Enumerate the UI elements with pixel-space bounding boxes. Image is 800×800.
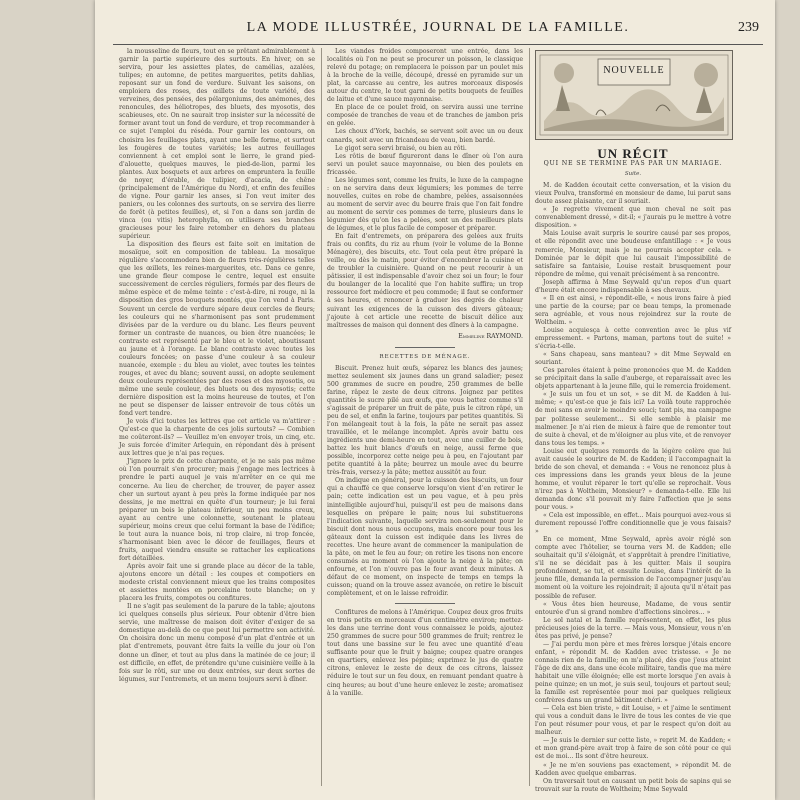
paragraph: « Cela est impossible, en effet... Mais pourquoi avez-vous si durement repoussé l'offre conditionnelle que je vous faisais? » (535, 512, 731, 536)
paragraph: Mais Louise avait surpris le sourire causé par ses propos, et elle répondit avec une boudeuse enfantillage : « Je vous remercie, Monsieur, mais je ne pourrais accepter cela. » Dominée par le dépit que lui causait l'impossibilité de satisfaire sa fantaisie, Louise restait brusquement pour répondre de même, qui venait précisément à sa rencontre. (535, 230, 731, 278)
paragraph: Il ne s'agit pas seulement de la parure de la table; ajoutons ici quelques conseils plus sérieux. Pour obtenir d'être bien servie, une maîtresse de maison doit éviter d'exiger de sa domestique au-delà de ce que peut lui permettre son activité. On choisira donc un menu composé d'un plat d'entrée et un plat d'entremets, pouvant être faits la veille du jour où l'on donne un dîner, et tout au plus dans la matinée de ce jour; il est difficile, en effet, de prétendre qu'une cuisinière veille à la fois sur le rôti, sur une ou deux entrées, sur deux sortes de légumes, sur l'entremets, et un menu toujours servi à dîner. (119, 603, 315, 683)
section-divider (395, 603, 455, 604)
paragraph: — Je suis le dernier sur cette liste, » reprit M. de Kadden; « et mon grand-père avait trop à faire de son côté pour ce qui est de moi... Ils sont d'être heureux. (535, 737, 731, 761)
column-2 (327, 48, 523, 786)
paragraph: Louise acquiesça à cette convention avec le plus vif empressement. « Partons, maman, partons tout de suite! » s'écria-t-elle. (535, 326, 731, 351)
banner-label: NOUVELLE (603, 65, 665, 76)
paragraph: la mousseline de fleurs, tout en se prêtant admirablement à garnir la partie supérieure des surtouts. En hiver, on se servira, pour les assiettes plates, de camélias, azalées, tulipes; en automne, de petites marguerites, petits dahlias, reposant sur un fond de verdure. Suivant les saisons, on emploiera des roses, des œillets de toute variété, des verveines, des pensées, des pélargoniums, des anémones, des renoncules, des héliotropes, des bluets, des myosotis, des scabieuses, etc. On ne saurait trop insister sur la nécessité de former avant tout un fond de verdure, et trop recommander à ce sujet l'emploi du réséda. Pour garnir les contours, on choisira les feuillages plats, ayant une belle forme, et surtout les fougères de toutes variétés; les autres feuillages conviennent à cet emploi sont le lierre, le grand pied-d'alouette, quelques mauves, le pied-de-lion, parmi les plantes. Aux bosquets et aux arbres on empruntera la feuille de noyer, d'érable, de tulipier, d'acacia, de chêne (principalement de l'Amérique du Nord), et enfin des feuilles de vigne. Pour garnir les anses, si l'on veut imiter des paniers, ou les colonnes des surtouts, on se servira des lierre de forêt (à petites feuilles), et, si l'on a dans son jardin de vinca (ou vitis) heterophylla, on utilisera ses branches gracieuses pour les faire retomber en dehors du plateau supérieur. (119, 48, 315, 241)
paragraph: — J'ai perdu mon père et mes frères lorsque j'étais encore enfant, » répondit M. de Kadden avec tristesse. « Je ne connais rien de la famille; on m'a placé, dès que j'eus atteint l'âge de dix ans, dans une école militaire, tandis que ma mère habitait une ville éloignée; elle est morte lorsque j'en avais à peine quinze; en un mot, je suis seul, toujours et partout seul; la famille est représentée pour moi par quelques religieux confrères dans un grand bâtiment chéri. » (535, 640, 731, 705)
story-suite-label: Suite. (624, 171, 642, 178)
section-divider (395, 347, 455, 348)
column-divider (529, 48, 530, 786)
paragraph: Joseph affirma à Mme Seywald qu'un repos d'un quart d'heure était encore indispensable à ses chevaux. (535, 278, 731, 294)
paragraph: — Cela est bien triste, » dit Louise, » et j'aime le sentiment qui vous a conduit dans le livre de tous les contes de vie que l'on peut résumer pour vous, et par le respect qu'on doit au malheur. (535, 705, 731, 737)
paragraph: En fait d'entremets, on préparera des gelées aux fruits frais ou confits, du riz au rhum (voir le volume de la Bonne Ménagère), des biscuits, etc. Tout cela peut être préparé la veille, ou dès le matin, pour éviter d'encombrer la cuisine et de troubler la cuisinière. Quand on ne peut recourir à un pâtissier, il est indispensable d'avoir chez soi un four; le four du boulanger de la localité que l'on habite suffira; un trop ressource fort médiocre et peu commode; il faut se conformer à ses heures, et renoncer à graduer les degrés de chaleur suivant les exigences de la cuisson des divers gâteaux; j'ajoute à cet article une recette de biscuit délice aux maîtresses de maison qui donnent des dîners à la campagne. (327, 233, 523, 329)
recipe-paragraph: Biscuit. Prenez huit œufs, séparez les blancs des jaunes; mettez seulement six jaunes dans un grand saladier; pesez 500 grammes de sucre en poudre, 250 grammes de belle farine, râpez le zeste de deux citrons. Joignez par petites quantités le sucre pilé aux œufs, que vous battez comme s'il s'agissait de préparer un fruit de pâte, puis le citron râpé, un peu de sel, et enfin la farine, toujours par petites quantités. Si l'on mélangeait tout à la fois, la pâte ne serait pas assez travaillée, et le mélange incomplet. Après avoir battu ces ingrédients une demi-heure en tout, avec une cuiller de bois, battez les huit blancs d'œufs en neige, aussi ferme que possible, incorporez cette neige peu à peu, en l'ajoutant par petite quantité à la pâte; beurrez un moule avec du beurre très-frais, versez-y la pâte; mettez aussitôt au four. (327, 364, 523, 477)
recipe-paragraph: Confitures de melons à l'Amérique. Coupez deux gros fruits en trois petits en morceaux d'un centimètre environ; mettez-les dans une terrine dont vous connaissez le poids, ajoutez 250 grammes de sucre pour 500 grammes de fruit; rentrez le tout dans une bassine sur le feu avec une quantité d'eau suffisante pour que le fruit y baigne; coupez quatre oranges en quartiers, enlevez les pépins; exprimez le jus de quatre citrons, enlevez le zeste de deux de ces citrons, laissez réduire le tout sur un feu doux, en remuant pendant quatre à cinq heures; au bout d'une heure enlevez le zeste; aromatisez à la vanille. (327, 609, 523, 697)
paragraph: Je vois d'ici toutes les lettres que cet article va m'attirer : Qu'est-ce que la charpente de ces jolis surtouts? — Combien me coûteront-ils? — Veuillez m'en envoyer trois, un cinq, etc. Je suis forcée d'imiter Arlequin, en répondant dès à présent aux lettres que je n'ai pas reçues. (119, 418, 315, 458)
paragraph: Les rôtis de bœuf figureront dans le dîner où l'on aura servi un poulet sauce mayonnaise, ou bien des poulets en fricassée. (327, 152, 523, 176)
column-1 (119, 48, 315, 786)
page-number: 239 (738, 20, 759, 35)
paragraph: J'ignore le prix de cette charpente, et je ne sais pas même où l'on pourrait s'en procurer; mais j'engage mes lectrices à prendre le parti auquel je vais m'arrêter en ce qui me concerne. Au lieu de chercher, de trouver, de payer assez cher un surtout ayant à peu près la forme indiquée par nos dessins, je me mettrai en quête d'un tourneur; je lui ferai préparer un bois le plateau inférieur, un peu moins creux, ayant au centre une colonnette, soutenant le plateau supérieur, moins creux que celui formant la base de l'édifice; le tout aura la nuance bois, ni trop claire, ni trop foncée, s'harmonisant bien avec le décor de feuillages, fleurs et fruits, auquel viendra ensuite se rattacher les explications fort détaillées. (119, 458, 315, 562)
paragraph: Les légumes sont, comme les fruits, le luxe de la campagne : on ne servira dans deux légumiers; les pommes de terre nouvelles, cuites en robe de chambre, pelées, assaisonnées au moment de servir avec du beurre frais que l'on fait fondre au moment de servir ces pommes de terre, plusieurs dans le légumier dès qu'on les a pelées, sont un des meilleurs plats de légumes, et le plus facile de composer et préparer. (327, 176, 523, 233)
paragraph: « Il en est ainsi, » répondit-elle, « nous irons faire à pied une partie de la course; par ce beau temps, la promenade sera agréable, et vous nous rejoindrez sur la route de Woltheim. » (535, 294, 731, 326)
recipes-heading: RECETTES DE MÉNAGE. (379, 353, 471, 360)
paragraph: Les choux d'York, bachés, se servent soit avec un ou deux canards, soit avec un fricandeau de veau, bien bardé. (327, 128, 523, 144)
paragraph: M. de Kadden écoutait cette conversation, et la vision du vieux Poulva, transformé en monsieur de dame, lui parut sans doute assez plaisante, car il souriait. (535, 182, 731, 206)
nouvelle-illustration (535, 50, 733, 140)
story-subtitle: QUI NE SE TERMINE PAS PAR UN MARIAGE. (543, 160, 723, 168)
author-signature: Emmeline RAYMOND. (458, 332, 523, 340)
paragraph: On traversait tout en causant un petit bois de sapins qui se trouvait sur la route de Woltheim; Mme Seywald (535, 777, 731, 793)
story-title: UN RÉCIT (597, 146, 669, 161)
page-header (113, 18, 763, 45)
paragraph: Louise eut quelques remords de la légère colère que lui avait causée le sourire de M. de Kadden; il l'accompagnait la bride de son cheval, et demanda : « Vous ne renoncez plus à ces impressions dans les grands yeux bleus de la jeune homme, et voulut réparer le tort qu'elle se reprochait. Vous n'irez pas à Woltheim, Monsieur? » demanda-t-elle. Elle lui demanda donc s'il pouvait m'y faire l'affection que je sens pour vous. » (535, 447, 731, 512)
paragraph: Le sol natal et la famille représentent, en effet, les plus précieuses joies de la terre. — Mais vous, Monsieur, vous n'en êtes pas privé, je pense? (535, 616, 731, 640)
paragraph: « Sans chapeau, sans manteau? » dit Mme Seywald en souriant. (535, 351, 731, 367)
newspaper-page (95, 0, 775, 800)
column-3 (535, 146, 731, 793)
paragraph: « Je suis un fou et un sot, » se dit M. de Kadden à lui-même; « qu'est-ce que je fais ici? La voilà toute rapprochée de moi sans en avoir le moindre souci; tant pis, ma campagne par politesse seulement... Si elle semble à plaisir me malmener. Je n'ai rien de mieux à faire que de remonter tout de suite à cheval, et de m'éloigner au plus vite, et de renvoyer dans tous les temps. » (535, 391, 731, 447)
paragraph: Le gigot sera servi braisé, ou bien au rôti. (335, 144, 467, 152)
paragraph: La disposition des fleurs est faite soit en imitation de mosaïque, soit en composition de tableau. La mosaïque régulière s'accommodera bien de fleurs très-régulières telles que les œillets, les reines-marguerites, etc. Dans ce genre, une grande fleur compose le centre, lequel est ensuite successivement de cercles réguliers, formés par des fleurs de même espèce et de même teinte : c'est-à-dire, ni rouge, ni la disposition des gros bouquets montés, que l'on vend à Paris. Souvent un cercle de verdure sépare deux cercles de fleurs; les couleurs qui ne s'harmonisent pas sont prudemment divisées par de la verdure ou du blanc. Les fleurs peuvent former un contraste de nuances, ou bien être nuancées; le contraste est représenté par le bleu et le violet, aboutissant au jaune et à l'orange. Le blanc contraste avec toutes les couleurs foncées; on passe d'une couleur à sa couleur nuancée, exemple : du bleu au violet, avec toutes les teintes rouges, et avec du blanc; souvent aussi, on adopte seulement deux couleurs représentées par des roses et des myosotis, ou même une seule couleur, des bluets ou des myosotis; cette dernière disposition est la moins heureuse de toutes, et l'on ne peut se dispenser de laisser entrevoir de tous côtés un fond vert tendre. (119, 241, 315, 418)
paragraph: « Vous êtes bien heureuse, Madame, de vous sentir entourée d'un si grand nombre d'affections sincères... » (535, 600, 731, 616)
column-divider (321, 48, 322, 786)
paragraph: Ces paroles étaient à peine prononcées que M. de Kadden se précipitait dans la salle d'auberge, et reparaissait avec les objets appartenant à la jeune fille, qui le remercia froidement. (535, 367, 731, 391)
paragraph: « Je ne m'en souviens pas exactement, » répondit M. de Kadden avec quelque embarras. (535, 761, 731, 777)
paragraph: Les viandes froides composeront une entrée, dans les localités où l'on ne peut se procurer un poisson, le classique relevé du potage; on remplacera le poisson par un poulet mis à la broche de la veille, découpé, dressé en pyramide sur un plat, la carcasse au centre, les autres morceaux disposés autour du centre, le tout garni de petits bouquets de feuilles de laitue et d'une sauce mayonnaise. (327, 48, 523, 104)
paragraph: En ce moment, Mme Seywald, après avoir réglé son compte avec l'hôtelier, se tourna vers M. de Kadden; elle souhaitait qu'il s'éloignât, et s'apprêtait à prendre l'initiative, s'il ne se décidait pas à les quitter. Mais il soupira profondément, se tut, et ensuite Louise, dans l'intérêt de la jeune fille, demanda la permission de l'accompagner jusqu'au moment où la voiture les rejoindrait; il ajouta qu'il n'était pas possible de refuser. (535, 536, 731, 600)
paragraph: Après avoir fait une si grande place au décor de la table, ajoutons encore un détail : les coupes et compotiers en modeste cristal conviennent mieux que les trains composites et assiettes montées en porcelaine toute blanche; on y placera les fruits, compotes ou confitures. (119, 563, 315, 603)
journal-title: LA MODE ILLUSTRÉE, JOURNAL DE LA FAMILLE. (246, 20, 630, 35)
recipe-paragraph: On indique en général, pour la cuisson des biscuits, un four qui a chauffé ce que conserve lorsqu'on vient d'en retirer le pain; cette indication est un peu vague, et à peu près inintelligible aujourd'hui, puisqu'il est peu de maisons dans lesquelles on prépare le pain; nous lui substituerons l'indication suivante, laquelle servira non-seulement pour le biscuit dont nous nous occupons, mais encore pour tous les gâteaux dont la cuisson est indiquée dans les livres de recettes. Une heure avant de commencer la manipulation de la pâte, on met le feu au four; on retire les tisons non encore consumés au moment où l'on ajoute la neige à la pâte; on enfourne, et l'on n'ouvre pas le four avant deux minutes. A défaut de ce moment, on inspecte de temps en temps la cuisson; quand on la trouve assez avancée, on retire le biscuit complètement, et on le laisse refroidir. (327, 477, 523, 598)
paragraph: En place de ce poulet froid, on servira aussi une terrine composée de tranches de veau et de tranches de jambon pris en gelée. (327, 104, 523, 128)
paragraph: « Je regrette vivement que mon cheval ne soit pas convenablement dressé, » dit-il; « j'aurais pu le mettre à votre disposition. » (535, 206, 731, 230)
